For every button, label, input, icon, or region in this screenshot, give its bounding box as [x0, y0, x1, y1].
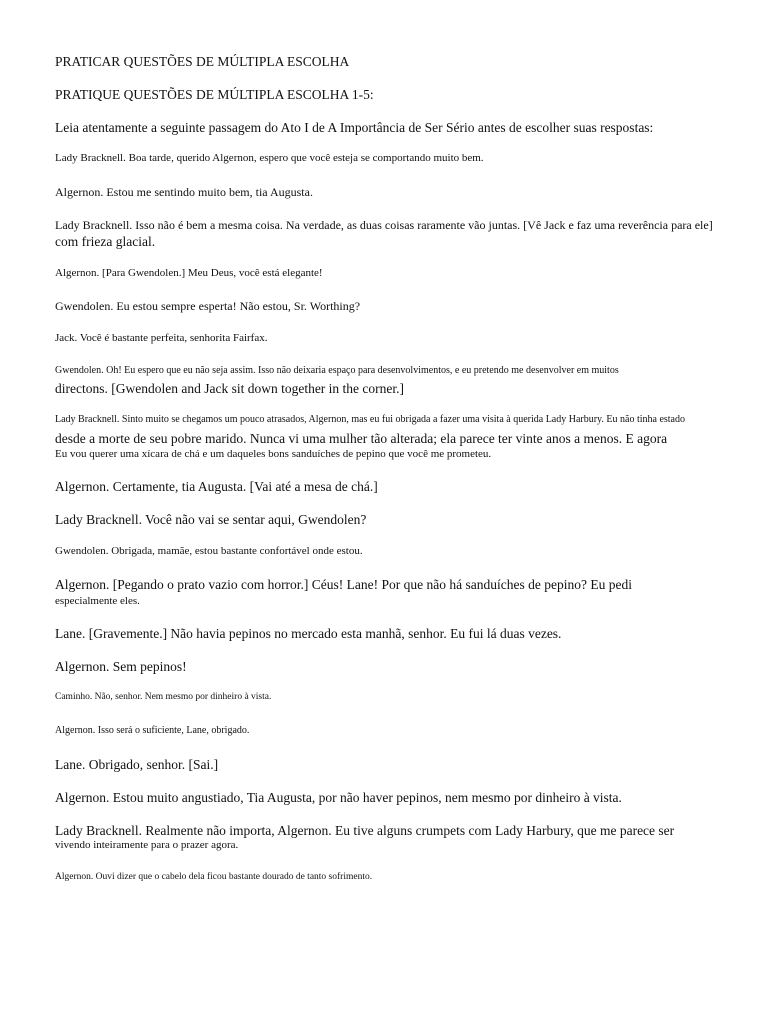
- dialogue-line: Gwendolen. Eu estou sempre esperta! Não estou, Sr. Worthing?: [55, 299, 361, 313]
- dialogue-line: Lady Bracknell. Você não vai se sentar aqui, Gwendolen?: [55, 512, 367, 527]
- dialogue-line: Algernon. Sem pepinos!: [55, 659, 187, 674]
- dialogue-line: Caminho. Não, senhor. Nem mesmo por dinheiro à vista.: [55, 692, 272, 702]
- dialogue-line: Lady Bracknell. Isso não é bem a mesma coisa. Na verdade, as duas coisas raramente vão juntas. [Vê Jack e faz uma reverência para ele]: [55, 218, 713, 232]
- dialogue-line: Lane. [Gravemente.] Não havia pepinos no mercado esta manhã, senhor. Eu fui lá duas vezes.: [55, 626, 562, 641]
- dialogue-line: Algernon. [Para Gwendolen.] Meu Deus, você está elegante!: [55, 267, 323, 279]
- dialogue-line: Jack. Você é bastante perfeita, senhorita Fairfax.: [55, 332, 268, 344]
- dialogue-line: Algernon. Estou muito angustiado, Tia Augusta, por não haver pepinos, nem mesmo por dinheiro à vista.: [55, 790, 622, 805]
- dialogue-line: Algernon. Ouvi dizer que o cabelo dela ficou bastante dourado de tanto sofrimento.: [55, 872, 373, 882]
- dialogue-line: Lane. Obrigado, senhor. [Sai.]: [55, 757, 219, 772]
- dialogue-line: Algernon. [Pegando o prato vazio com horror.] Céus! Lane! Por que não há sanduíches de pepino? Eu pedi: [55, 577, 632, 592]
- dialogue-line: Gwendolen. Oh! Eu espero que eu não seja assim. Isso não deixaria espaço para desenvolvimentos, e eu pretendo me desenvolver em muitos: [55, 365, 619, 376]
- page-heading: PRATICAR QUESTÕES DE MÚLTIPLA ESCOLHA: [55, 54, 350, 69]
- dialogue-line: com frieza glacial.: [55, 234, 156, 249]
- dialogue-line: directons. [Gwendolen and Jack sit down together in the corner.]: [55, 381, 405, 396]
- dialogue-line: Eu vou querer uma xícara de chá e um daqueles bons sanduíches de pepino que você me prometeu.: [55, 448, 492, 460]
- dialogue-line: Lady Bracknell. Sinto muito se chegamos um pouco atrasados, Algernon, mas eu fui obrigada a fazer uma visita à querida Lady Harbury. Eu não tinha estado: [55, 414, 685, 425]
- dialogue-line: vivendo inteiramente para o prazer agora.: [55, 839, 239, 851]
- dialogue-line: especialmente eles.: [55, 595, 140, 607]
- intro-paragraph: Leia atentamente a seguinte passagem do Ato I de A Importância de Ser Sério antes de escolher suas respostas:: [55, 120, 654, 135]
- dialogue-line: Lady Bracknell. Boa tarde, querido Algernon, espero que você esteja se comportando muito bem.: [55, 152, 484, 164]
- dialogue-line: desde a morte de seu pobre marido. Nunca vi uma mulher tão alterada; ela parece ter vinte anos a menos. E agora: [55, 431, 668, 446]
- section-heading: PRATIQUE QUESTÕES DE MÚLTIPLA ESCOLHA 1-5:: [55, 87, 374, 102]
- dialogue-line: Algernon. Certamente, tia Augusta. [Vai até a mesa de chá.]: [55, 479, 378, 494]
- dialogue-line: Algernon. Estou me sentindo muito bem, tia Augusta.: [55, 185, 313, 199]
- dialogue-line: Algernon. Isso será o suficiente, Lane, obrigado.: [55, 725, 250, 736]
- dialogue-line: Gwendolen. Obrigada, mamãe, estou bastante confortável onde estou.: [55, 545, 363, 557]
- dialogue-line: Lady Bracknell. Realmente não importa, Algernon. Eu tive alguns crumpets com Lady Harbury, que me parece ser: [55, 823, 675, 838]
